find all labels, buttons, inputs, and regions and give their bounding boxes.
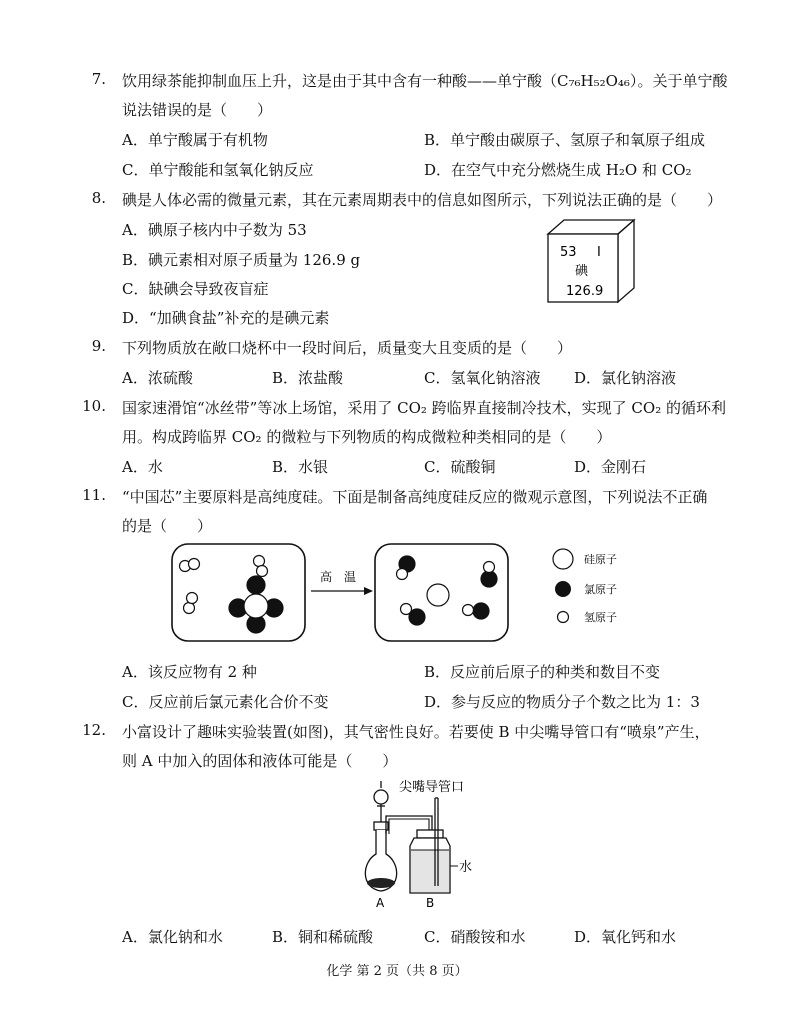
q11-number: 11. [82,486,106,504]
q8-stem-line1: 碘是人体必需的微量元素，其在元素周期表中的信息如图所示，下列说法正确的是（ ） [122,191,723,209]
fountain-apparatus-diagram [350,778,500,913]
hydrogen-molecule [254,556,268,577]
q7-stem-line1: 饮用绿茶能抑制血压上升，这是由于其中含有一种酸——单宁酸（C₇₆H₅₂O₄₆）。关于单宁酸 [122,72,728,90]
legend-silicon-icon [553,549,573,569]
q11-stem-line2: 的是（ ） [122,517,213,535]
q8-option-b: B．碘元素相对原子质量为 126.9 g [122,251,361,269]
legend-chlorine-icon [555,581,571,597]
q12-option-a: A．氯化钠和水 [122,928,223,946]
legend-silicon-label: 硅原子 [584,553,617,566]
reaction-micro-diagram [168,538,638,648]
q12-option-b: B．铜和稀硫酸 [272,928,374,946]
q11-option-a: A．该反应物有 2 种 [122,663,257,681]
bottle-b-label: B [426,896,435,910]
arrow-condition-label: 高 温 [320,570,357,584]
q7-option-a: A．单宁酸属于有机物 [122,131,268,149]
q11-option-c: C．反应前后氯元素化合价不变 [122,693,329,711]
q10-option-a: A．水 [122,458,163,476]
q10-number: 10. [82,397,106,415]
hcl-molecule [401,604,426,626]
hydrogen-molecule [184,593,198,614]
q8-option-d: D．“加碘食盐”补充的是碘元素 [122,309,330,327]
flask-a-label: A [376,896,385,910]
legend-hydrogen-icon [558,612,569,623]
q10-stem-line1: 国家速滑馆“冰丝带”等冰上场馆，采用了 CO₂ 跨临界直接制冷技术，实现了 CO₂ 的循环利 [122,399,726,417]
element-number: 53 [560,245,577,260]
q9-stem-line1: 下列物质放在敞口烧杯中一段时间后，质量变大且变质的是（ ） [122,339,573,357]
q10-option-c: C．硫酸铜 [424,458,496,476]
page-footer: 化学 第 2 页（共 8 页） [326,964,468,979]
q10-option-b: B．水银 [272,458,329,476]
q9-number: 9. [91,337,106,355]
q9-option-a: A．浓硫酸 [122,369,193,387]
q7-option-c: C．单宁酸能和氢氧化钠反应 [122,161,314,179]
hydrogen-molecule [180,559,200,572]
q8-option-c: C．缺碘会导致夜盲症 [122,280,269,298]
q7-option-b: B．单宁酸由碳原子、氢原子和氧原子组成 [424,131,706,149]
q11-option-d: D．参与反应的物质分子个数之比为 1：3 [424,693,700,711]
q12-option-c: C．硝酸铵和水 [424,928,526,946]
q9-option-b: B．浓盐酸 [272,369,344,387]
q11-option-b: B．反应前后原子的种类和数目不变 [424,663,661,681]
q7-option-d: D．在空气中充分燃烧生成 H₂O 和 CO₂ [424,161,692,179]
silicon-atom [427,584,449,606]
hcl-molecule [397,556,416,580]
q9-option-d: D．氯化钠溶液 [574,369,677,387]
q10-stem-line2: 用。构成跨临界 CO₂ 的微粒与下列物质的构成微粒种类相同的是（ ） [122,428,612,446]
q12-stem-line1: 小富设计了趣味实验装置(如图)，其气密性良好。若要使 B 中尖嘴导管口有“喷泉”产生， [122,723,710,741]
arrow-head [364,587,373,595]
q12-number: 12. [82,721,106,739]
element-mass: 126.9 [566,284,604,299]
tip-tube-label: 尖嘴导管口 [399,780,465,795]
q11-stem-line1: “中国芯”主要原料是高纯度硅。下面是制备高纯度硅反应的微观示意图，下列说法不正确 [122,488,708,506]
hcl-molecule [481,562,497,588]
hcl-molecule [463,603,490,619]
q8-option-a: A．碘原子核内中子数为 53 [122,221,307,239]
q7-stem-line2: 说法错误的是（ ） [122,101,273,119]
q12-option-d: D．氧化钙和水 [574,928,677,946]
legend-hydrogen-label: 氢原子 [584,611,617,624]
q12-stem-line2: 则 A 中加入的固体和液体可能是（ ） [122,752,398,770]
q10-option-d: D．金刚石 [574,458,647,476]
water-label: 水 [459,860,473,875]
q8-number: 8. [91,189,106,207]
iodine-element-cube [540,218,640,308]
legend-chlorine-label: 氯原子 [584,583,617,596]
q9-option-c: C．氢氧化钠溶液 [424,369,541,387]
element-symbol: I [597,245,601,260]
q7-number: 7. [91,70,106,88]
element-name: 碘 [575,264,589,279]
silicon-tetrachloride-molecule [229,576,283,633]
